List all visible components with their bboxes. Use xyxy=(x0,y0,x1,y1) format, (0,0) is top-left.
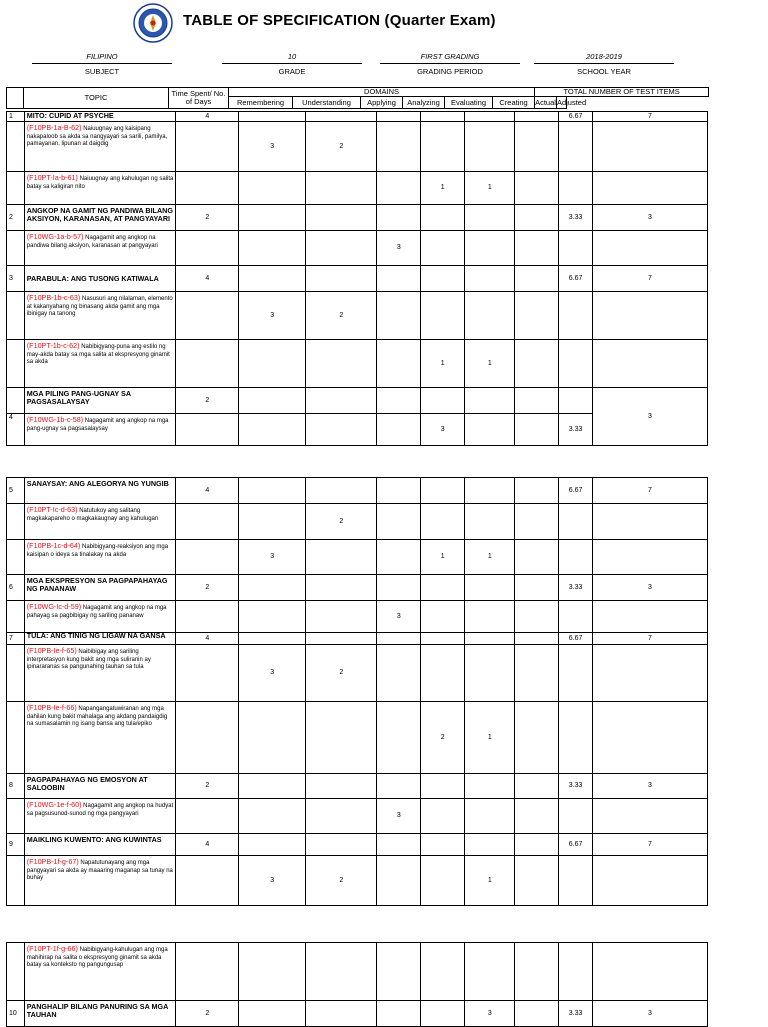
subject-field xyxy=(32,52,172,76)
competency-cell: (F10PB-1b-c-63) Nasusuri ang nilalaman, elemento at kakanyahang ng binasang akda gamit ang mga ibinigay na tanong xyxy=(24,292,176,340)
table-row: 4 (F10WG-1b-c-58) Nagagamit ang angkop na mga pang-ugnay sa pagsasalaysay 3 3.33 xyxy=(7,414,708,446)
col-num-header xyxy=(7,88,24,109)
table-row: (F10PB-1a-B-62) Naiuugnay ang kaisipang nakapaloob sa akda sa nangyayari sa sarili, pamilya, pamayanan, lipunan at daigdig 3 2 xyxy=(7,122,708,172)
topic-cell: TULA: ANG TINIG NG LIGAW NA GANSA xyxy=(24,633,176,645)
table-row: (F10PB-Ie-f-65) Naibibigay ang sariling interpretasyon kung bakit ang mga suliranin ay ipinararanas sa pangunahing tauhan sa tula 3 2 xyxy=(7,645,708,702)
topic-cell: PANGHALIP BILANG PANURING SA MGA TAUHAN xyxy=(24,1001,176,1027)
subject-label: SUBJECT xyxy=(84,67,120,76)
topic-cell: MGA PILING PANG-UGNAY SA PAGSASALAYSAY xyxy=(24,388,176,414)
actual-cell: 6.67 xyxy=(559,112,592,122)
school-year-field xyxy=(534,52,674,76)
specification-table-body-1 xyxy=(6,111,708,446)
table-row: (F10PB-Ie-f-66) Napangangatuwiranan ang mga dahilan kung bakit mahalaga ang akdang pandaigdig na sumasalamin ng isang bansa ang tula/epiko 2 1 xyxy=(7,702,708,774)
specification-table-body-2 xyxy=(6,477,708,906)
table-row: 8 PAGPAPAHAYAG NG EMOSYON AT SALOOBIN 2 3.33 3 xyxy=(7,774,708,799)
competency-cell: (F10WG-1e-f-60) Nagagamit ang angkop na hudyat sa pagsusunod-sunod ng mga pangyayari xyxy=(24,799,176,834)
table-row: (F10PT-1b-c-62) Nabibigyang-puna ang estilo ng may-akda batay sa mga salita at ekspresyong ginamit sa akda 1 1 xyxy=(7,340,708,388)
topic-cell: ANGKOP NA GAMIT NG PANDIWA BILANG AKSIYON, KARANASAN, AT PANGYAYARI xyxy=(24,205,176,231)
topic-cell: MGA EKSPRESYON SA PAGPAPAHAYAG NG PANANAW xyxy=(24,575,176,601)
competency-cell: (F10PT-Ia-b-61) Naiuugnay ang kahulugan ng salita batay sa kaligiran nito xyxy=(24,172,176,205)
table-row: (F10WG-Ic-d-59) Nagagamit ang angkop na mga pahayag sa pagbibigay ng sariling pananaw 3 xyxy=(7,601,708,633)
table-row: 6 MGA EKSPRESYON SA PAGPAPAHAYAG NG PANANAW 2 3.33 3 xyxy=(7,575,708,601)
competency-cell: (F10WG-1a-b-57) Nagagamit ang angkop na pandiwa bilang aksiyon, karanasan at pangyayari xyxy=(24,231,176,266)
topic-cell: PAGPAPAHAYAG NG EMOSYON AT SALOOBIN xyxy=(24,774,176,799)
competency-cell: (F10WG-1b-c-58) Nagagamit ang angkop na mga pang-ugnay sa pagsasalaysay xyxy=(24,414,176,446)
table-row: 1 MITO: CUPID AT PSYCHE 4 6.67 7 xyxy=(7,112,708,122)
grade-label: GRADE xyxy=(278,67,306,76)
table-row: (F10PT-Ic-d-63) Natutukoy ang salitang magkakapareho o magkakaugnay ang kahulugan 2 xyxy=(7,504,708,540)
grade-value: 10 xyxy=(222,52,362,64)
col-evaluating-header: Evaluating xyxy=(445,97,493,109)
topic-cell: SANAYSAY: ANG ALEGORYA NG YUNGIB xyxy=(24,478,176,504)
table-row: 5 SANAYSAY: ANG ALEGORYA NG YUNGIB 4 6.67 7 xyxy=(7,478,708,504)
grading-period-label: GRADING PERIOD xyxy=(417,67,483,76)
table-row: 7 TULA: ANG TINIG NG LIGAW NA GANSA 4 6.67 7 xyxy=(7,633,708,645)
col-understanding-header: Understanding xyxy=(293,97,361,109)
subject-value: FILIPINO xyxy=(32,52,172,64)
col-creating-header: Creating xyxy=(493,97,535,109)
competency-cell: (F10PT-1f-g-66) Nabibigyang-kahulugan ang mga mahihirap na salita o ekspresyong ginamit sa akda batay sa konteksto ng pangungusap xyxy=(24,943,176,1001)
col-remembering-header: Remembering xyxy=(229,97,293,109)
table-row: (F10PB-1b-c-63) Nasusuri ang nilalaman, elemento at kakanyahang ng binasang akda gamit ang mga ibinigay na tanong 3 2 xyxy=(7,292,708,340)
deped-seal-icon xyxy=(133,3,173,43)
specification-table-section-1 xyxy=(6,87,709,109)
competency-cell: (F10PB-1f-g-67) Napatutunayang ang mga pangyayari sa akda ay maaaring maganap sa tunay na buhay xyxy=(24,856,176,906)
table-row: (F10PB-1c-d-64) Nabibigyang-reaksiyon ang mga kaisipan o ideya sa tinalakay na akda 3 1 1 xyxy=(7,540,708,575)
col-applying-header: Applying xyxy=(361,97,403,109)
school-year-value: 2018-2019 xyxy=(534,52,674,64)
topic-cell: MAIKLING KUWENTO: ANG KUWINTAS xyxy=(24,834,176,856)
competency-cell: (F10PB-1c-d-64) Nabibigyang-reaksiyon ang mga kaisipan o ideya sa tinalakay na akda xyxy=(24,540,176,575)
competency-cell: (F10PB-Ie-f-66) Napangangatuwiranan ang mga dahilan kung bakit mahalaga ang akdang pandaigdig na sumasalamin ng isang bansa ang tula/epiko xyxy=(24,702,176,774)
topic-cell: MITO: CUPID AT PSYCHE xyxy=(24,112,176,122)
table-row: 9 MAIKLING KUWENTO: ANG KUWINTAS 4 6.67 7 xyxy=(7,834,708,856)
table-row xyxy=(7,943,708,1001)
table-row: (F10PB-1f-g-67) Napatutunayang ang mga pangyayari sa akda ay maaaring maganap sa tunay na buhay 3 2 1 xyxy=(7,856,708,906)
competency-cell: (F10PT-1b-c-62) Nabibigyang-puna ang estilo ng may-akda batay sa mga salita at ekspresyong ginamit sa akda xyxy=(24,340,176,388)
table-row: MGA PILING PANG-UGNAY SA PAGSASALAYSAY 2 3 xyxy=(7,388,708,414)
competency-cell: (F10WG-Ic-d-59) Nagagamit ang angkop na mga pahayag sa pagbibigay ng sariling pananaw xyxy=(24,601,176,633)
col-actual-adjusted-header xyxy=(535,97,587,109)
grade-field xyxy=(222,52,362,76)
table-row: 2 ANGKOP NA GAMIT NG PANDIWA BILANG AKSIYON, KARANASAN, AT PANGYAYARI 2 3.33 3 xyxy=(7,205,708,231)
col-actual-header: Actual xyxy=(535,98,556,107)
competency-cell: (F10PT-Ic-d-63) Natutukoy ang salitang magkakapareho o magkakaugnay ang kahulugan xyxy=(24,504,176,540)
table-row: 10 PANGHALIP BILANG PANURING SA MGA TAUHAN 2 3 3.33 3 xyxy=(7,1001,708,1027)
topic-cell: PARABULA: ANG TUSONG KATIWALA xyxy=(24,266,176,292)
specification-table-body-3 xyxy=(6,942,708,1027)
school-year-label: SCHOOL YEAR xyxy=(577,67,631,76)
adjusted-cell: 7 xyxy=(592,112,707,122)
col-domains-header: DOMAINS xyxy=(229,88,535,97)
page-title: TABLE OF SPECIFICATION (Quarter Exam) xyxy=(183,12,496,29)
table-row: 3 PARABULA: ANG TUSONG KATIWALA 4 6.67 7 xyxy=(7,266,708,292)
col-topic-header: TOPIC xyxy=(24,88,169,109)
grading-period-field xyxy=(380,52,520,76)
table-row: (F10PT-Ia-b-61) Naiuugnay ang kahulugan ng salita batay sa kaligiran nito 1 1 xyxy=(7,172,708,205)
col-analyzing-header: Analyzing xyxy=(403,97,445,109)
competency-cell: (F10PB-Ie-f-65) Naibibigay ang sariling interpretasyon kung bakit ang mga suliranin ay ipinararanas sa pangunahing tauhan sa tula xyxy=(24,645,176,702)
col-total-header: TOTAL NUMBER OF TEST ITEMS xyxy=(535,88,709,97)
grading-period-value: FIRST GRADING xyxy=(380,52,520,64)
table-row: (F10WG-1a-b-57) Nagagamit ang angkop na pandiwa bilang aksiyon, karanasan at pangyayari 3 xyxy=(7,231,708,266)
col-time-header: Time Spent/ No. of Days xyxy=(169,88,229,109)
competency-cell: (F10PB-1a-B-62) Naiuugnay ang kaisipang nakapaloob sa akda sa nangyayari sa sarili, pamilya, pamayanan, lipunan at daigdig xyxy=(24,122,176,172)
col-adjusted-header: Adjusted xyxy=(556,98,587,107)
table-row: (F10WG-1e-f-60) Nagagamit ang angkop na hudyat sa pagsusunod-sunod ng mga pangyayari 3 xyxy=(7,799,708,834)
